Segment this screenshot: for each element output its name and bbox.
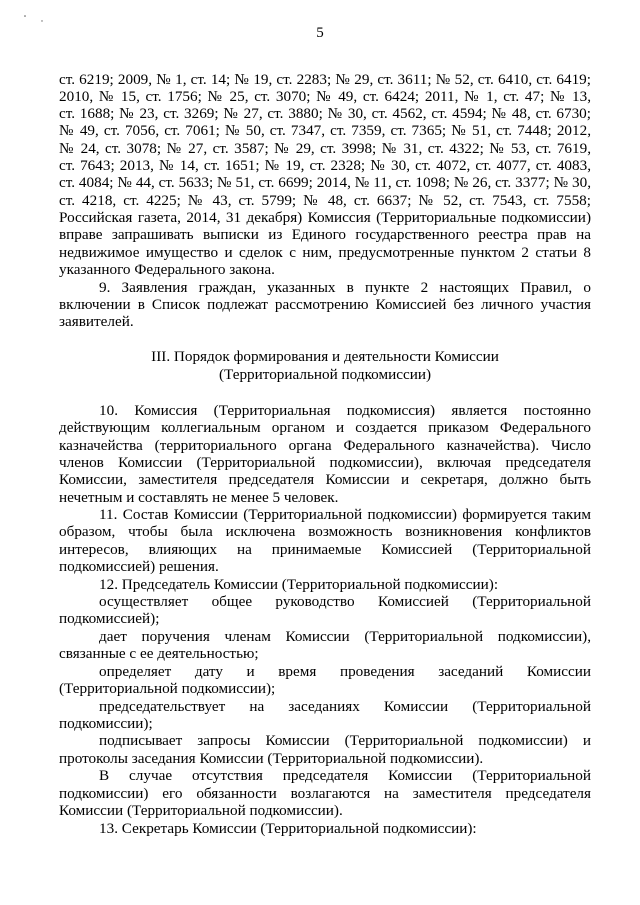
text-line: 12. Председатель Комиссии (Территориальной подкомиссии): [99, 576, 499, 593]
text-line: указанного Федерального закона. [59, 261, 275, 278]
text-line: членов Комиссии (Территориальной подкомиссии), включая председателя [59, 454, 591, 471]
text-line: подкомиссией); [59, 610, 160, 627]
text-line: 2010, № 15, ст. 1756; № 25, ст. 3070; № 49, ст. 6424; 2011, № 1, ст. 47; № 13, [59, 88, 591, 105]
text-line: определяет дату и время проведения заседаний Комиссии [99, 663, 591, 680]
text-line: вправе запрашивать выписки из Единого государственного реестра прав на [59, 226, 591, 243]
text-line: № 24, ст. 3078; № 27, ст. 3587; № 29, ст. 3998; № 31, ст. 4322; № 53, ст. 7619, [59, 140, 591, 157]
section-heading-line: (Территориальной подкомиссии) [218, 366, 432, 383]
text-line: ст. 4084; № 44, ст. 5633; № 51, ст. 6699; 2014, № 11, ст. 1098; № 26, ст. 3377; № 30, [59, 174, 591, 191]
text-line: нечетным и составлять не менее 5 человек. [59, 489, 339, 506]
text-line: подкомиссией) решения. [59, 558, 219, 575]
text-line: подкомиссии) его обязанности возлагаются на заместителя председателя [59, 785, 591, 802]
text-line: включении в Список подлежат рассмотрению Комиссией без личного участия [59, 296, 591, 313]
text-line: ст. 1688; № 23, ст. 3269; № 27, ст. 3880; № 30, ст. 4562, ст. 4594; № 48, ст. 6730; [59, 105, 591, 122]
text-line: дает поручения членам Комиссии (Территориальной подкомиссии), [99, 628, 591, 645]
text-line: № 49, ст. 7056, ст. 7061; № 50, ст. 7347, ст. 7359, ст. 7365; № 51, ст. 7448; 2012, [59, 122, 591, 139]
text-line: недвижимое имущество и сделок с ним, предусмотренные пунктом 2 статьи 8 [59, 244, 591, 261]
text-line: ст. 6219; 2009, № 1, ст. 14; № 19, ст. 2283; № 29, ст. 3611; № 52, ст. 6410, ст. 6419; [59, 71, 591, 88]
text-line: подкомиссии); [59, 715, 153, 732]
text-line: ст. 4218, ст. 4225; № 43, ст. 5799; № 48, ст. 6637; № 52, ст. 7543, ст. 7558; [59, 192, 591, 209]
text-line: казначейства (территориального органа Федерального казначейства). Число [59, 437, 591, 454]
text-line: интересов, влияющих на принимаемые Комиссией (Территориальной [59, 541, 591, 558]
text-line: 13. Секретарь Комиссии (Территориальной подкомиссии): [99, 820, 477, 837]
text-line: связанные с ее деятельностью; [59, 645, 259, 662]
text-line: 9. Заявления граждан, указанных в пункте 2 настоящих Правил, о [99, 279, 591, 296]
text-line: председательствует на заседаниях Комиссии (Территориальной [99, 698, 591, 715]
text-line: образом, чтобы была исключена возможность возникновения конфликтов [59, 523, 591, 540]
text-line: протоколы заседания Комиссии (Территориальной подкомиссии). [59, 750, 484, 767]
text-line: (Территориальной подкомиссии); [59, 680, 276, 697]
page-number: 5 [316, 25, 324, 41]
text-line: подписывает запросы Комиссии (Территориальной подкомиссии) и [99, 732, 591, 749]
text-line: Комиссии (Территориальной подкомиссии). [59, 802, 343, 819]
text-line: В случае отсутствия председателя Комиссии (Территориальной [99, 767, 591, 784]
text-line: ст. 7643; 2013, № 14, ст. 1651; № 19, ст. 2328; № 30, ст. 4072, ст. 4077, ст. 4083, [59, 157, 591, 174]
text-line: 10. Комиссия (Территориальная подкомиссия) является постоянно [99, 402, 591, 419]
text-line: Комиссии, заместителя председателя Комиссии и секретаря, должно быть [59, 471, 591, 488]
text-line: действующим коллегиальным органом и создается приказом Федерального [59, 419, 591, 436]
text-line: Российская газета, 2014, 31 декабря) Комиссия (Территориальные подкомиссии) [59, 209, 591, 226]
text-line: заявителей. [59, 313, 134, 330]
text-line: 11. Состав Комиссии (Территориальной подкомиссии) формируется таким [99, 506, 591, 523]
section-heading-line: III. Порядок формирования и деятельности Комиссии [151, 348, 499, 365]
text-line: осуществляет общее руководство Комиссией (Территориальной [99, 593, 591, 610]
